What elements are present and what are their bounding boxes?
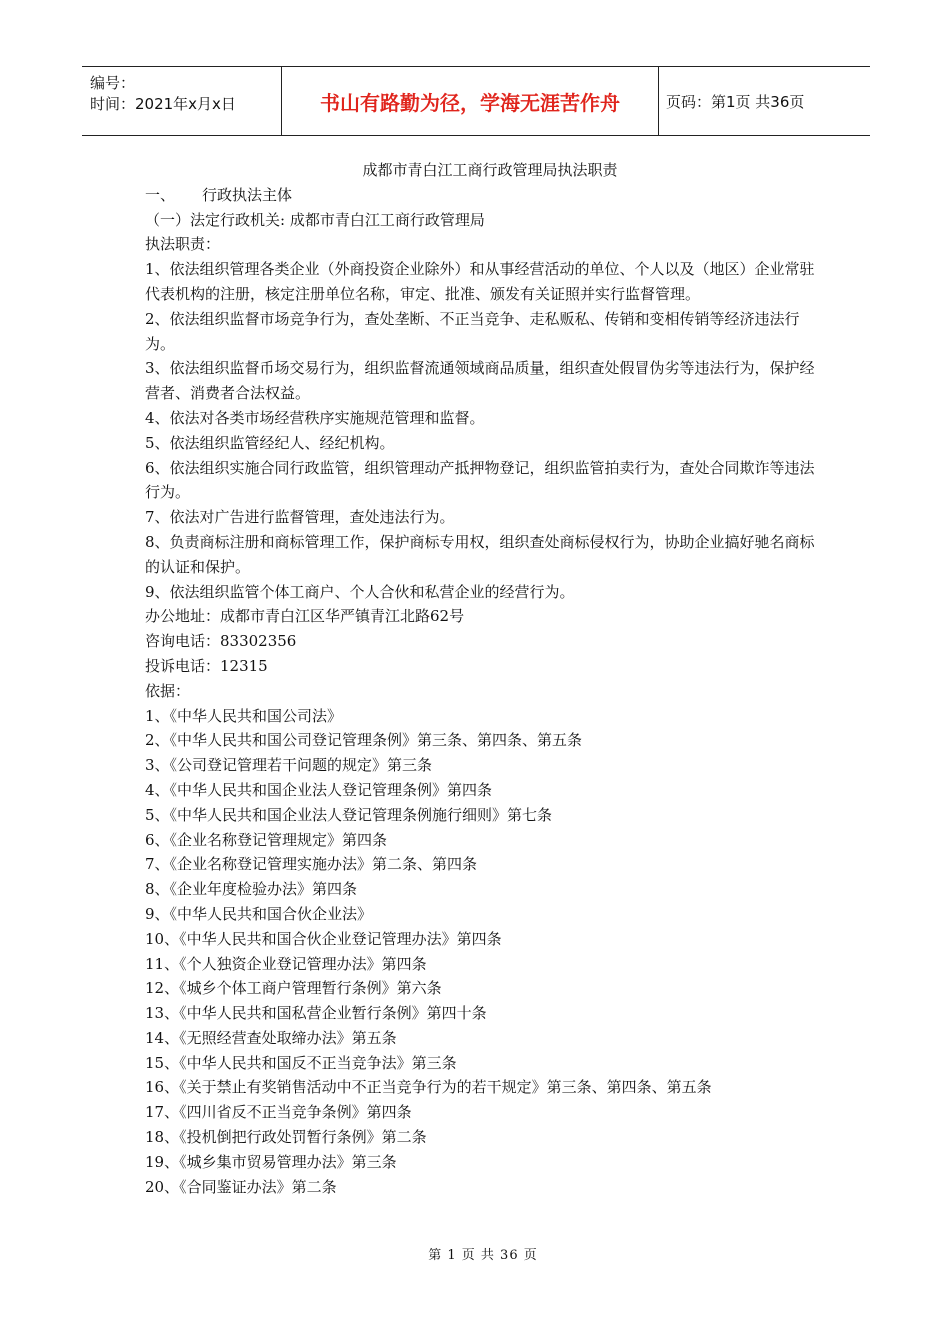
duties-label: 执法职责： <box>145 235 221 254</box>
basis-item: 8、《企业年度检验办法》第四条 <box>145 880 358 899</box>
duty-item: 3、依法组织监督币场交易行为，组织监督流通领域商品质量，组织查处假冒伪劣等违法行为，保护经营者、消费者合法权益。 <box>145 359 815 403</box>
duty-item: 8、负责商标注册和商标管理工作，保护商标专用权，组织查处商标侵权行为，协助企业搞好驰名商标的认证和保护。 <box>145 532 815 576</box>
complaint-phone: 投诉电话：12315 <box>145 656 268 675</box>
basis-item: 10、《中华人民共和国合伙企业登记管理办法》第四条 <box>145 929 502 948</box>
basis-item: 7、《企业名称登记管理实施办法》第二条、第四条 <box>145 855 478 874</box>
duty-item: 2、依法组织监督市场竞争行为，查处垄断、不正当竞争、走私贩私、传销和变相传销等经济违法行为。 <box>145 309 800 353</box>
section-title: 行政执法主体 <box>202 185 293 204</box>
basis-list <box>145 704 815 1200</box>
header-motto: 书山有路勤为径，学海无涯苦作舟 <box>281 67 659 135</box>
header-page-info: 页码：第1页 共36页 <box>666 92 805 111</box>
basis-item: 13、《中华人民共和国私营企业暂行条例》第四十条 <box>145 1004 487 1023</box>
basis-label: 依据： <box>145 681 191 700</box>
basis-item: 3、《公司登记管理若干问题的规定》第三条 <box>145 756 433 775</box>
document-time-label: 时间：2021年x月x日 <box>90 95 236 113</box>
basis-item: 4、《中华人民共和国企业法人登记管理条例》第四条 <box>145 780 493 799</box>
document-title: 成都市青白江工商行政管理局执法职责 <box>362 161 618 179</box>
basis-item: 9、《中华人民共和国合伙企业法》 <box>145 904 373 923</box>
duty-item: 1、依法组织管理各类企业（外商投资企业除外）和从事经营活动的单位、个人以及（地区）企业常驻代表机构的注册，核定注册单位名称，审定、批准、颁发有关证照并实行监督管理。 <box>145 260 815 303</box>
basis-item: 6、《企业名称登记管理规定》第四条 <box>145 830 388 849</box>
duty-item: 6、依法组织实施合同行政监管，组织管理动产抵押物登记，组织监管拍卖行为，查处合同欺诈等违法行为。 <box>145 458 815 502</box>
duty-item: 7、依法对广告进行监督管理，查处违法行为。 <box>145 508 455 527</box>
page-footer: 第 1 页 共 36 页 <box>428 1248 538 1263</box>
office-address: 办公地址：成都市青白江区华严镇青江北路62号 <box>145 607 465 626</box>
basis-item: 18、《投机倒把行政处罚暂行条例》第二条 <box>145 1128 427 1147</box>
duties-list <box>145 257 815 604</box>
basis-item: 17、《四川省反不正当竞争条例》第四条 <box>145 1103 412 1122</box>
basis-item: 11、《个人独资企业登记管理办法》第四条 <box>145 954 427 973</box>
duty-item: 9、依法组织监管个体工商户、个人合伙和私营企业的经营行为。 <box>145 582 575 601</box>
basis-item: 16、《关于禁止有奖销售活动中不正当竞争行为的若干规定》第三条、第四条、第五条 <box>145 1078 712 1097</box>
basis-item: 12、《城乡个体工商户管理暂行条例》第六条 <box>145 979 442 998</box>
basis-item: 5、《中华人民共和国企业法人登记管理条例施行细则》第七条 <box>145 805 553 824</box>
basis-item: 2、《中华人民共和国公司登记管理条例》第三条、第四条、第五条 <box>145 731 583 750</box>
consult-phone: 咨询电话：83302356 <box>145 632 297 651</box>
basis-item: 19、《城乡集市贸易管理办法》第三条 <box>145 1152 397 1171</box>
basis-item: 15、《中华人民共和国反不正当竞争法》第三条 <box>145 1053 457 1072</box>
section-number: 一、 <box>145 185 176 204</box>
basis-item: 14、《无照经营查处取缔办法》第五条 <box>145 1028 397 1047</box>
duty-item: 5、依法组织监管经纪人、经纪机构。 <box>145 433 395 452</box>
basis-item: 1、《中华人民共和国公司法》 <box>145 706 343 725</box>
authority-line: （一）法定行政机关: 成都市青白江工商行政管理局 <box>145 210 485 229</box>
document-body <box>145 158 815 1199</box>
basis-item: 20、《合同鉴证办法》第二条 <box>145 1177 337 1196</box>
page-header <box>82 66 870 136</box>
duty-item: 4、依法对各类市场经营秩序实施规范管理和监督。 <box>145 408 485 427</box>
document-number-label: 编号： <box>90 74 136 92</box>
section-heading <box>145 183 815 208</box>
header-meta <box>90 73 280 115</box>
